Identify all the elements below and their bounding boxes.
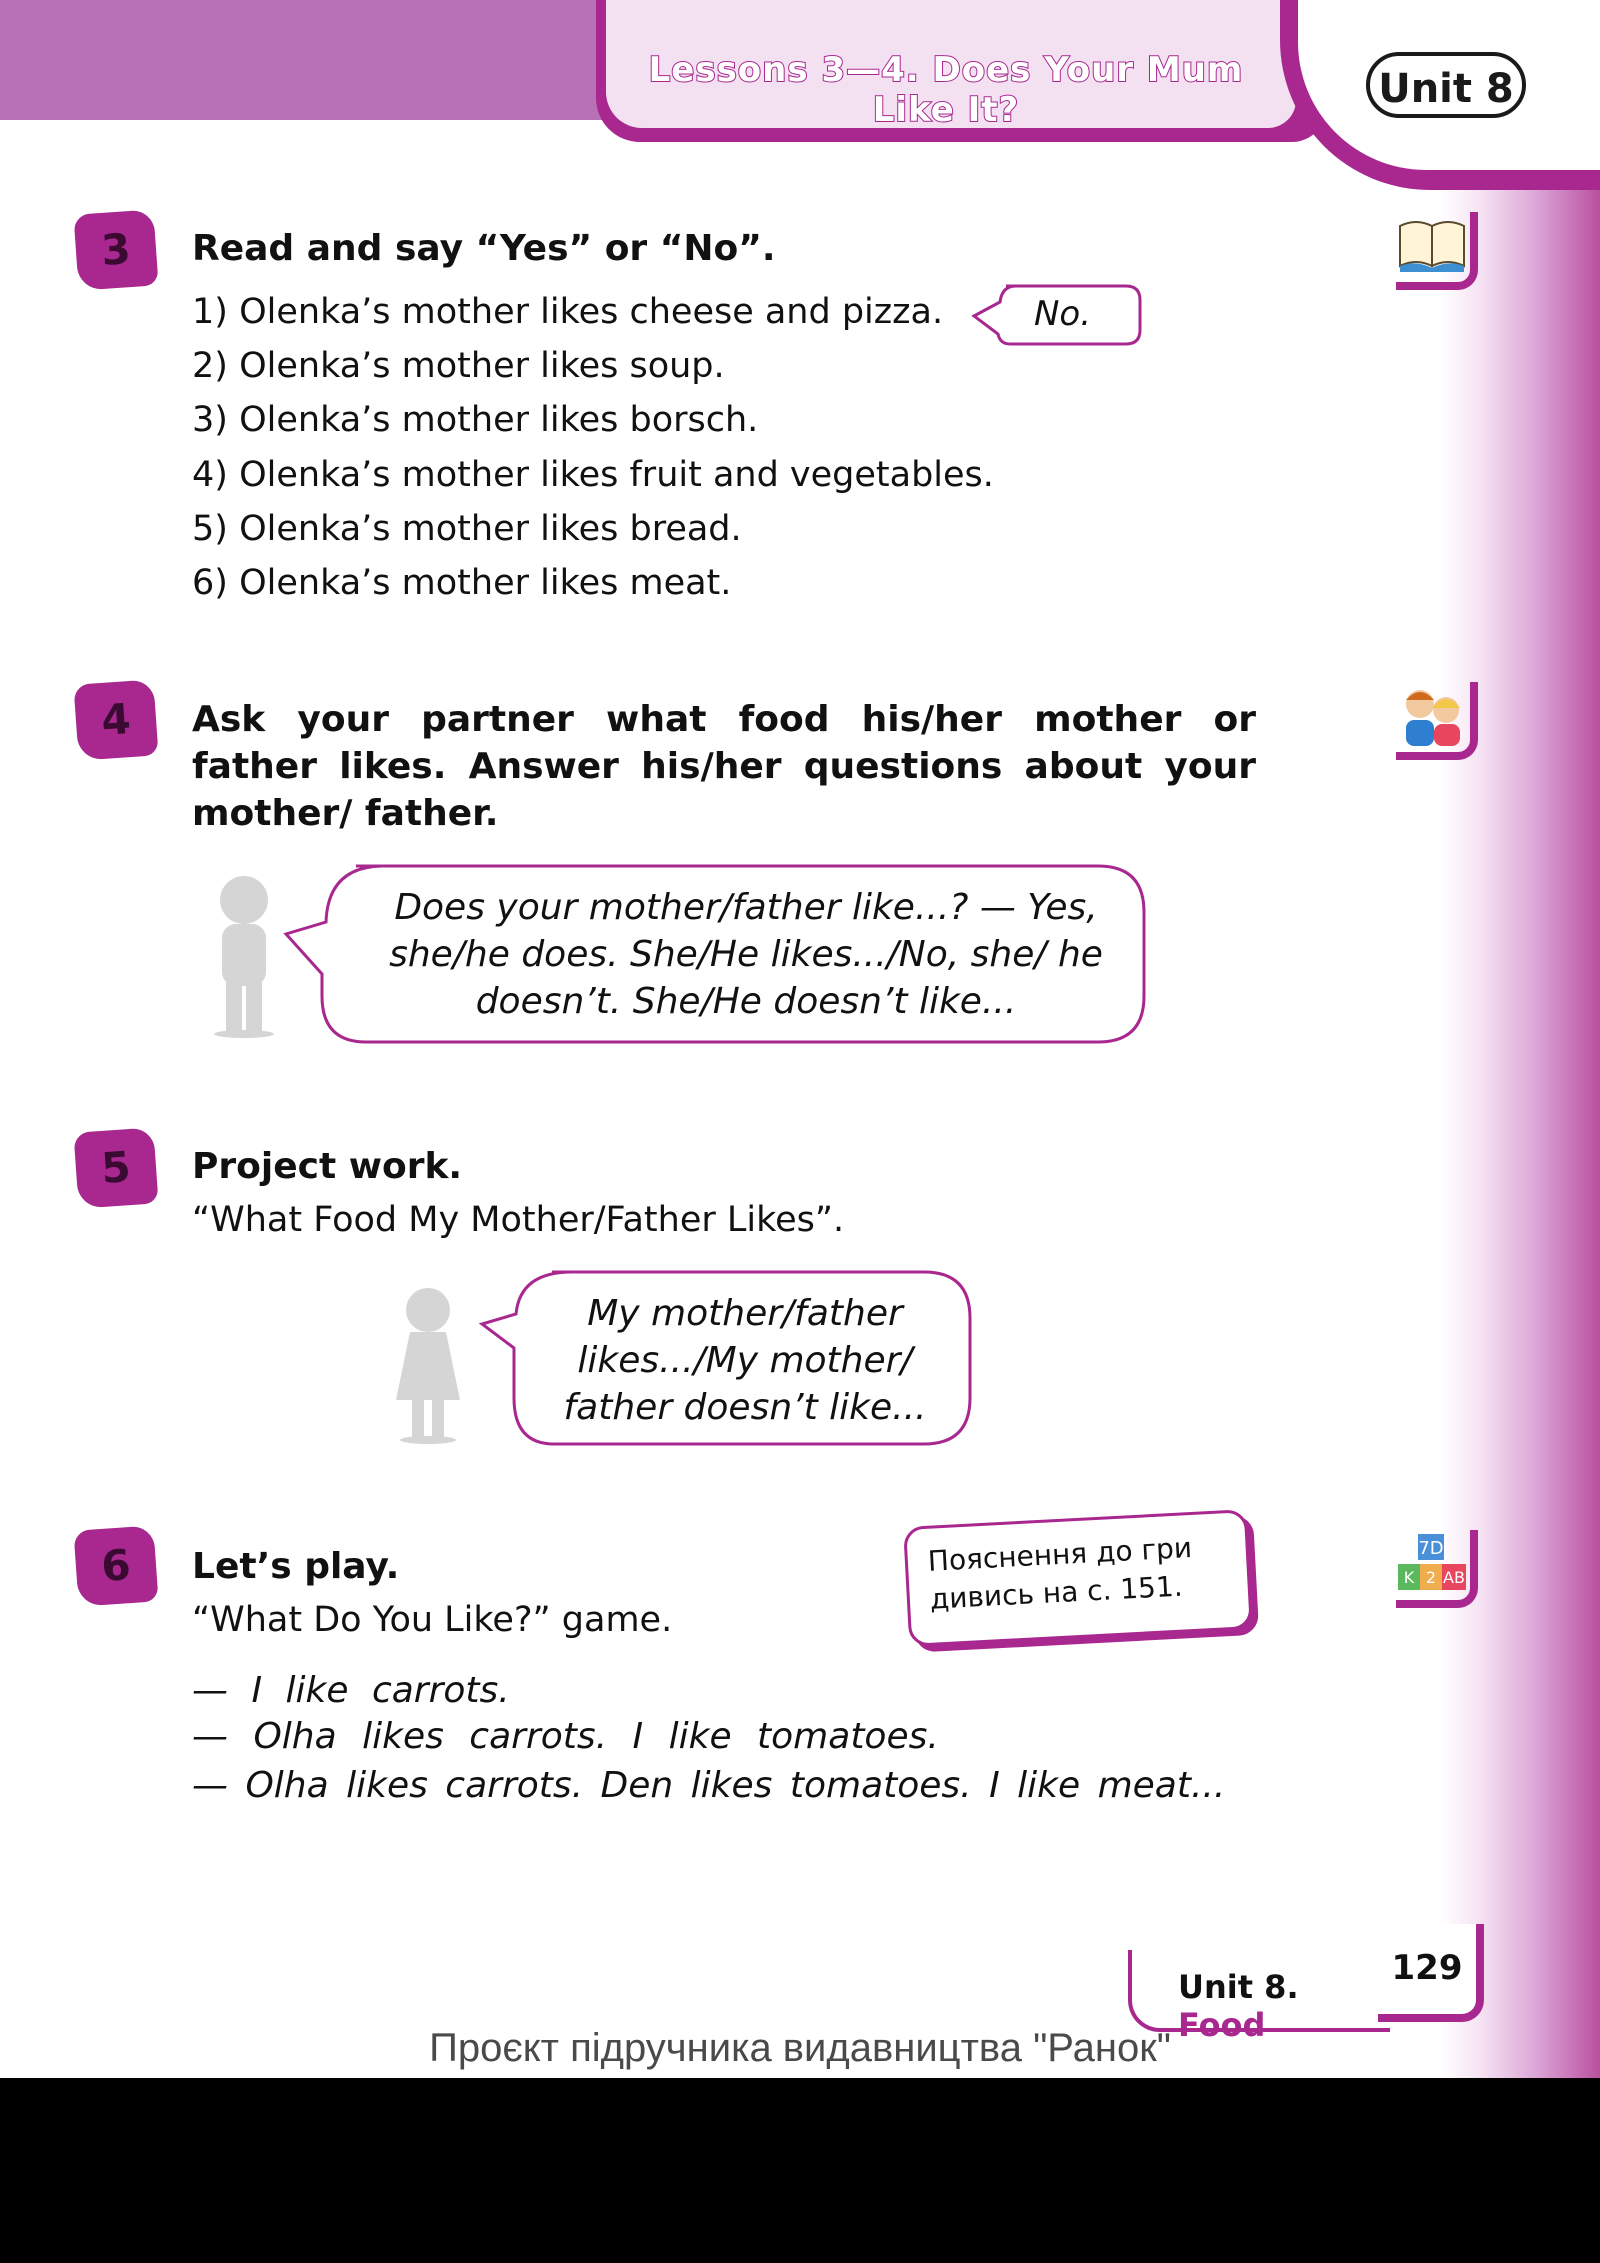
item-text: Olenka’s mother likes fruit and vegetables. [239, 455, 994, 495]
boy-silhouette [204, 870, 282, 1038]
exercise-6-subtitle: “What Do You Like?” game. [192, 1600, 673, 1640]
exercise-4-instruction: Ask your partner what food his/her mother or father likes. Answer his/her questions about your mother/ father. [192, 699, 1256, 834]
lesson-title: Lessons 3—4. Does Your Mum Like It? [648, 50, 1244, 130]
girl-silhouette [386, 1282, 468, 1444]
page-number: 129 [1378, 1924, 1484, 2022]
answer-bubble-text: No. [1034, 294, 1092, 334]
svg-text:2: 2 [1425, 1568, 1437, 1587]
exercise-number-5: 5 [73, 1127, 158, 1208]
list-item [192, 455, 994, 495]
exercise-number-4: 4 [73, 679, 158, 760]
item-number: 5) [192, 509, 228, 549]
item-number: 2) [192, 346, 228, 386]
pair-work-icon [1396, 682, 1478, 760]
speech-bubble-5-text: My mother/father likes.../My mother/ father doesn’t like... [563, 1293, 927, 1428]
list-item [192, 292, 943, 332]
item-number: 1) [192, 292, 228, 332]
item-text: Olenka’s mother likes bread. [239, 509, 742, 549]
item-text: Olenka’s mother likes soup. [239, 346, 725, 386]
dialogue-line-1: — I like carrots. [192, 1670, 510, 1711]
footer-unit-topic: Food [1178, 2006, 1266, 2044]
speech-bubble-4-text: Does your mother/father like...? — Yes, she/he does. She/He likes.../No, she/ he doesn’t. She/He doesn’t like... [389, 887, 1103, 1022]
right-gradient-strip [1440, 0, 1600, 2078]
game-blocks-icon [1396, 1530, 1478, 1608]
list-item [192, 509, 742, 549]
item-number: 3) [192, 400, 228, 440]
dialogue-line-3: — Olha likes carrots. Den likes tomatoes. I like meat... [192, 1765, 1226, 1806]
list-item [192, 346, 725, 386]
exercise-number-3: 3 [73, 209, 158, 290]
list-item [192, 400, 758, 440]
game-note: Пояснення до гри дивись на с. 151. [903, 1509, 1253, 1647]
list-item [192, 563, 731, 603]
exercise-number-6: 6 [73, 1525, 158, 1606]
exercise-6-instruction: Let’s play. [192, 1546, 400, 1587]
item-number: 6) [192, 563, 228, 603]
item-text: Olenka’s mother likes borsch. [239, 400, 759, 440]
item-text: Olenka’s mother likes cheese and pizza. [239, 292, 944, 332]
footer-unit-tab [1128, 1950, 1390, 2044]
svg-text:7D: 7D [1418, 1538, 1444, 1559]
dialogue-line-2: — Olha likes carrots. I like tomatoes. [192, 1716, 939, 1757]
item-number: 4) [192, 455, 228, 495]
svg-text:AB: AB [1443, 1568, 1465, 1587]
footer-unit-label: Unit 8. [1178, 1968, 1299, 2006]
header-band [0, 0, 640, 120]
exercise-3-instruction: Read and say “Yes” or “No”. [192, 228, 776, 269]
unit-badge: Unit 8 [1366, 52, 1526, 118]
item-text: Olenka’s mother likes meat. [239, 563, 732, 603]
exercise-5-instruction: Project work. [192, 1146, 463, 1187]
book-icon [1396, 212, 1478, 290]
exercise-5-subtitle: “What Food My Mother/Father Likes”. [192, 1200, 845, 1240]
publisher-watermark: Проєкт підручника видавництва "Ранок" [429, 2026, 1171, 2070]
svg-text:K: K [1403, 1568, 1415, 1587]
